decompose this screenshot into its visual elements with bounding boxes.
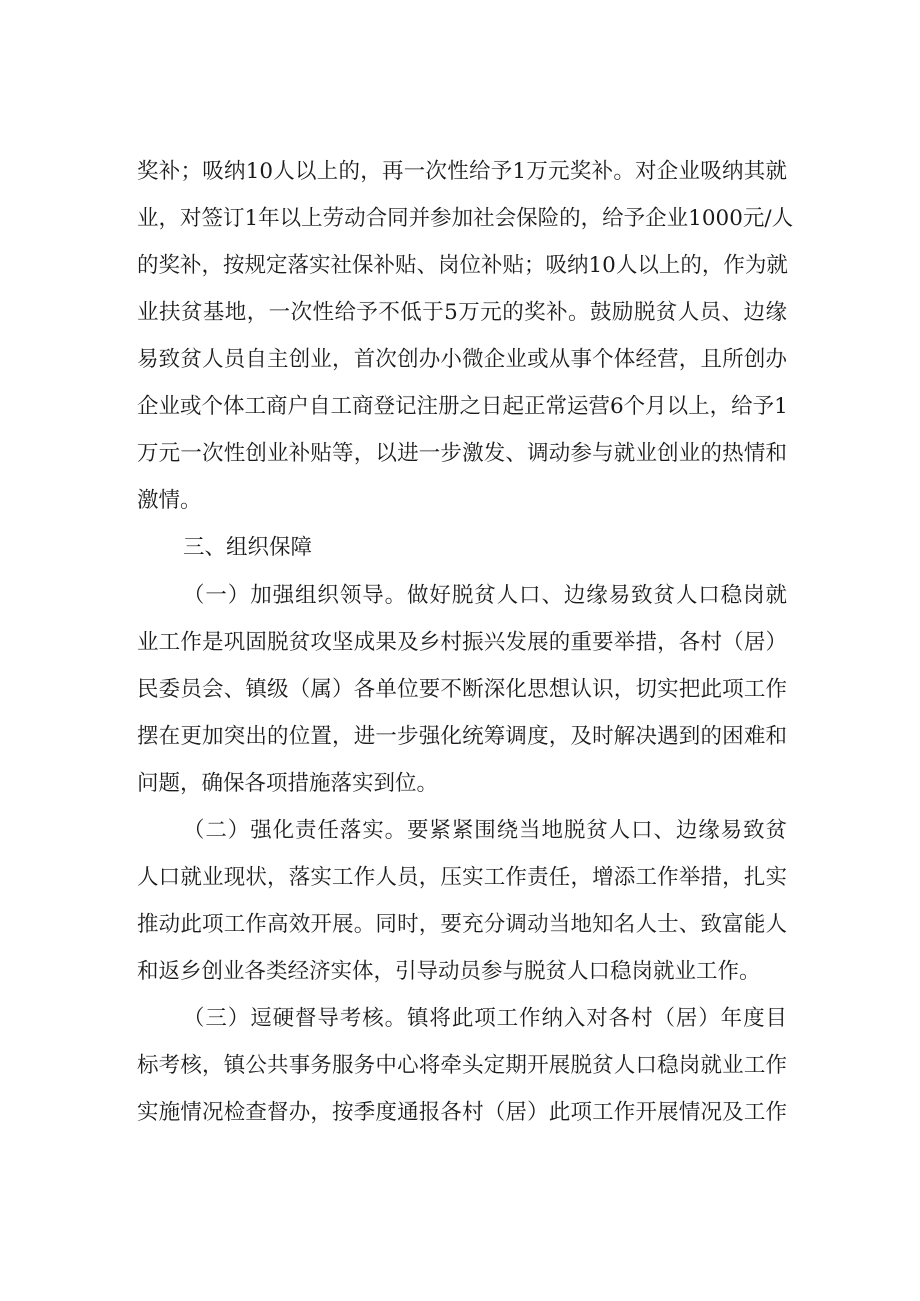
paragraph-4-line-3: 实施情况检查督办，按季度通报各村（居）此项工作开展情况及工作 (137, 1100, 787, 1125)
paragraph-1-line-8: 激情。 (137, 488, 202, 513)
paragraph-1-line-7: 万元一次性创业补贴等，以进一步激发、调动参与就业创业的热情和 (137, 441, 787, 466)
paragraph-3-line-1: （二）强化责任落实。要紧紧围绕当地脱贫人口、边缘易致贫 (183, 818, 787, 843)
paragraph-2-line-4: 摆在更加突出的位置，进一步强化统筹调度，及时解决遇到的困难和 (137, 724, 787, 749)
paragraph-1-line-5: 易致贫人员自主创业，首次创办小微企业或从事个体经营，且所创办 (137, 347, 787, 372)
paragraph-1-line-6: 企业或个体工商户自工商登记注册之日起正常运营6个月以上，给予1 (137, 394, 788, 419)
paragraph-1-line-4: 业扶贫基地，一次性给予不低于5万元的奖补。鼓励脱贫人员、边缘 (137, 300, 787, 325)
paragraph-1-line-3: 的奖补，按规定落实社保补贴、岗位补贴；吸纳10人以上的，作为就 (137, 253, 788, 278)
paragraph-4-line-1: （三）逗硬督导考核。镇将此项工作纳入对各村（居）年度目 (183, 1006, 787, 1031)
paragraph-2-line-2: 业工作是巩固脱贫攻坚成果及乡村振兴发展的重要举措，各村（居） (137, 630, 787, 655)
paragraph-3-line-4: 和返乡创业各类经济实体，引导动员参与脱贫人口稳岗就业工作。 (137, 959, 761, 984)
paragraph-1-line-1: 奖补；吸纳10人以上的，再一次性给予1万元奖补。对企业吸纳其就 (137, 159, 787, 184)
paragraph-2-line-1: （一）加强组织领导。做好脱贫人口、边缘易致贫人口稳岗就 (183, 583, 787, 608)
section-heading: 三、组织保障 (183, 535, 313, 560)
paragraph-2-line-3: 民委员会、镇级（属）各单位要不断深化思想认识，切实把此项工作 (137, 677, 787, 702)
paragraph-3-line-3: 推动此项工作高效开展。同时，要充分调动当地知名人士、致富能人 (137, 912, 787, 937)
paragraph-4-line-2: 标考核，镇公共事务服务中心将牵头定期开展脱贫人口稳岗就业工作 (137, 1053, 787, 1078)
paragraph-3-line-2: 人口就业现状，落实工作人员，压实工作责任，增添工作举措，扎实 (137, 865, 787, 890)
paragraph-1-line-2: 业，对签订1年以上劳动合同并参加社会保险的，给予企业1000元/人 (137, 206, 794, 231)
paragraph-2-line-5: 问题，确保各项措施落实到位。 (137, 771, 439, 796)
